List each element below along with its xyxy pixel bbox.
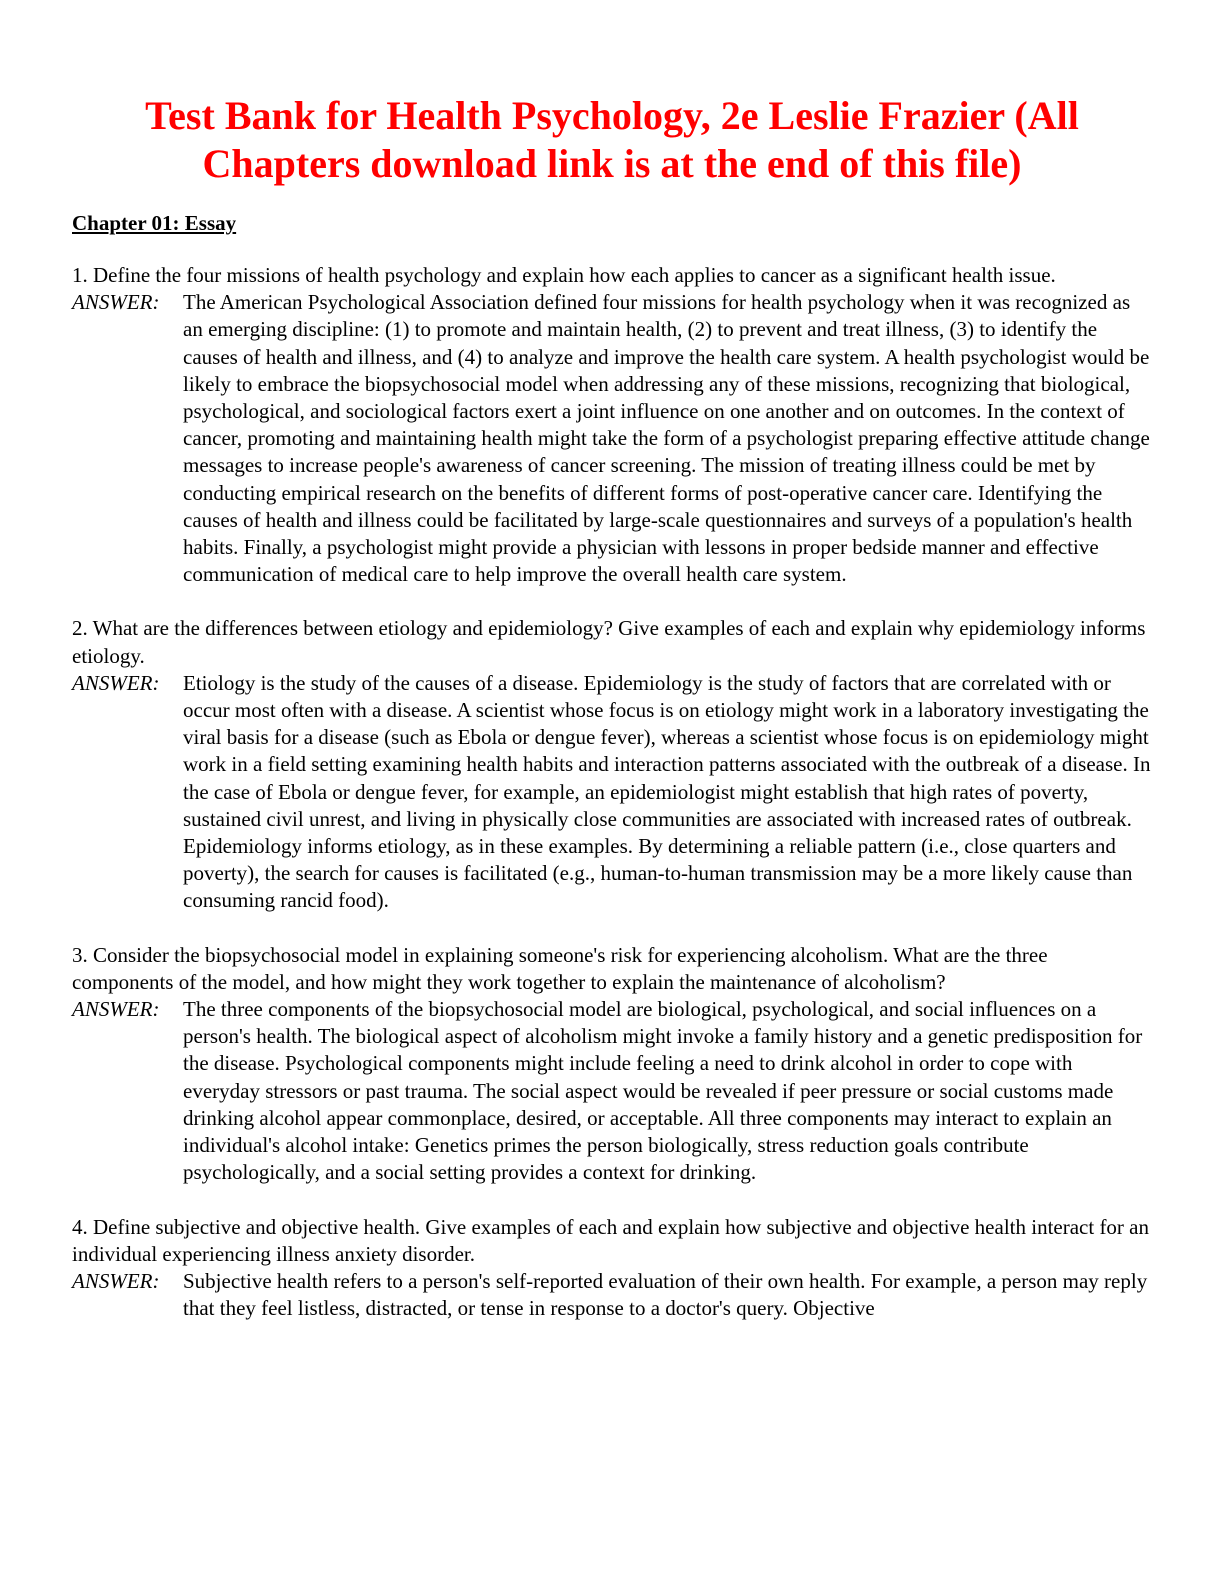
answer-block: [72, 996, 1152, 1186]
question-text: 1. Define the four missions of health psychology and explain how each applies to cancer as a significant health issue.: [72, 263, 1056, 287]
question-block: [72, 942, 1152, 1187]
answer-block: [72, 289, 1152, 588]
answer-label: ANSWER:: [72, 670, 160, 695]
answer-label: ANSWER:: [72, 290, 160, 315]
question-block: [72, 615, 1152, 914]
answer-text: The three components of the biopsychosocial model are biological, psychological, and social influences on a person's health. The biological aspect of alcoholism might invoke a family history and a genetic predisposition for the disease. Psychological components might include feeling a need to drink alcohol in order to cope with everyday stressors or past trauma. The social aspect would be revealed if peer pressure or social customs made drinking alcohol appear commonplace, desired, or acceptable. All three components may interact to explain an individual's alcohol intake: Genetics primes the person biologically, stress reduction goals contribute psychologically, and a social setting provides a context for drinking.: [183, 997, 1143, 1185]
question-text: 2. What are the differences between etiology and epidemiology? Give examples of each and explain why epidemiology informs etiology.: [72, 616, 1146, 668]
question-text: 3. Consider the biopsychosocial model in explaining someone's risk for experiencing alcoholism. What are the three components of the model, and how might they work together to explain the maintenance of alcoholism?: [72, 942, 1048, 994]
question-text: 4. Define subjective and objective health. Give examples of each and explain how subjective and objective health interact for an individual experiencing illness anxiety disorder.: [72, 1214, 1149, 1266]
chapter-heading: Chapter 01: Essay: [72, 211, 237, 235]
answer-label: ANSWER:: [72, 1268, 160, 1293]
document-title: Test Bank for Health Psychology, 2e Leslie Frazier (All Chapters download link is at the end of this file): [145, 93, 1079, 186]
answer-block: [72, 1268, 1152, 1322]
answer-block: [72, 670, 1152, 915]
answer-text: Subjective health refers to a person's self-reported evaluation of their own health. For example, a person may reply that they feel listless, distracted, or tense in response to a doctor's query. Objective: [183, 1268, 1148, 1321]
question-block: [72, 1214, 1152, 1323]
answer-label: ANSWER:: [72, 997, 160, 1022]
question-block: [72, 262, 1152, 588]
answer-text: The American Psychological Association defined four missions for health psychology when it was recognized as an emerging discipline: (1) to promote and maintain health, (2) to prevent and treat illness, (3) to identify the causes of health and illness, and (4) to analyze and improve the health care system. A health psychologist would be likely to embrace the biopsychosocial model when addressing any of these missions, recognizing that biological, psychological, and sociological factors exert a joint influence on one another and on outcomes. In the context of cancer, promoting and maintaining health might take the form of a psychologist preparing effective attitude change messages to increase people's awareness of cancer screening. The mission of treating illness could be met by conducting empirical research on the benefits of different forms of post-operative cancer care. Identifying the causes of health and illness could be facilitated by large-scale questionnaires and surveys of a population's health habits. Finally, a psychologist might provide a physician with lessons in proper bedside manner and effective communication of medical care to help improve the overall health care system.: [183, 290, 1150, 587]
answer-text: Etiology is the study of the causes of a disease. Epidemiology is the study of factors that are correlated with or occur most often with a disease. A scientist whose focus is on etiology might work in a laboratory investigating the viral basis for a disease (such as Ebola or dengue fever), whereas a scientist whose focus is on epidemiology might work in a field setting examining health habits and interaction patterns associated with the outbreak of a disease. In the case of Ebola or dengue fever, for example, an epidemiologist might establish that high rates of poverty, sustained civil unrest, and living in physically close communities are associated with increased rates of outbreak. Epidemiology informs etiology, as in these examples. By determining a reliable pattern (i.e., close quarters and poverty), the search for causes is facilitated (e.g., human-to-human transmission may be a more likely cause than consuming rancid food).: [183, 670, 1151, 913]
document-page: [72, 92, 1152, 1322]
